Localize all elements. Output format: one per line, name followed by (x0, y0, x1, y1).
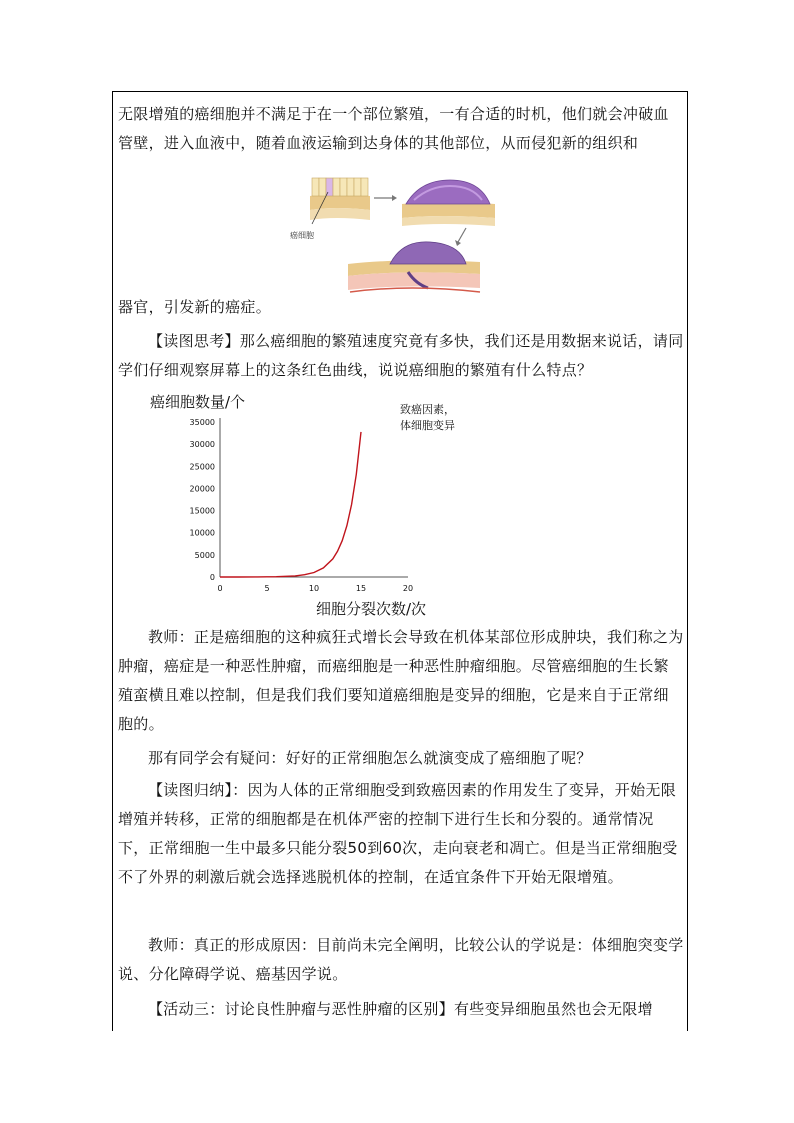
x-tick-label: 20 (402, 584, 414, 593)
paragraph-1: 无限增殖的癌细胞并不满足于在一个部位繁殖，一有合适的时机，他们就会冲破血管壁，进入血液中，随着血液运输到达身体的其他部位，从而侵犯新的组织和 (118, 105, 669, 152)
paragraph-2: 器官，引发新的癌症。 (118, 298, 272, 316)
chart-plot-area (220, 432, 361, 577)
cancer-spread-illustration (290, 166, 500, 300)
chart-annotation-line-1: 致癌因素， (400, 403, 455, 416)
x-tick-label: 15 (355, 584, 367, 593)
invasion-panel (348, 242, 480, 292)
paragraph-5: 那有同学会有疑问：好好的正常细胞怎么就演变成了癌细胞了呢？ (148, 749, 592, 767)
chart-annotation-line-2: 体细胞变异 (400, 419, 455, 432)
chart-ticks (190, 418, 414, 593)
cancer-cell-label: 癌细胞 (290, 231, 314, 240)
paragraph-7: 教师：真正的形成原因：目前尚未完全阐明，比较公认的学说是：体细胞突变学说、分化障碍学说、癌基因学说。 (118, 936, 684, 983)
normal-tissue-panel (310, 178, 370, 224)
x-tick-label: 5 (264, 584, 270, 593)
y-tick-label: 15000 (189, 506, 215, 516)
arrow-down-icon (455, 228, 466, 246)
paragraph-3: 【读图思考】那么癌细胞的繁殖速度究竟有多快，我们还是用数据来说话，请同学们仔细观察屏幕上的这条红色曲线，说说癌细胞的繁殖有什么特点？ (118, 332, 684, 379)
y-tick-label: 5000 (194, 550, 215, 560)
arrow-right-icon (374, 195, 397, 201)
y-tick-label: 35000 (189, 418, 215, 427)
chart-ylabel: 癌细胞数量/个 (150, 393, 246, 411)
growth-curve-line (220, 432, 361, 577)
y-tick-label: 20000 (189, 484, 215, 494)
y-tick-label: 10000 (189, 528, 215, 538)
x-tick-label: 10 (308, 584, 320, 593)
paragraph-4: 教师：正是癌细胞的这种疯狂式增长会导致在机体某部位形成肿块，我们称之为肿瘤，癌症是一种恶性肿瘤，而癌细胞是一种恶性肿瘤细胞。尽管癌细胞的生长繁殖蛮横且难以控制，但是我们我们要知道癌细胞是变异的细胞，它是来自于正常细胞的。 (118, 628, 684, 733)
paragraph-6: 【读图归纳】：因为人体的正常细胞受到致癌因素的作用发生了变异，开始无限增殖并转移，正常的细胞都是在机体严密的控制下进行生长和分裂的。通常情况下，正常细胞一生中最多只能分裂50到60次，走向衰老和凋亡。但是当正常细胞受不了外界的刺激后就会选择逃脱机体的控制，在适宜条件下开始无限增殖。 (118, 781, 678, 886)
y-tick-label: 0 (209, 573, 215, 582)
y-tick-label: 30000 (189, 440, 215, 450)
chart-axes (220, 418, 408, 577)
x-tick-label: 0 (217, 584, 223, 593)
cell-growth-chart (150, 390, 470, 620)
tumor-panel (402, 180, 495, 226)
chart-xlabel: 细胞分裂次数/次 (316, 600, 427, 618)
paragraph-8: 【活动三：讨论良性肿瘤与恶性肿瘤的区别】有些变异细胞虽然也会无限增 (148, 1000, 653, 1018)
y-tick-label: 25000 (189, 462, 215, 472)
